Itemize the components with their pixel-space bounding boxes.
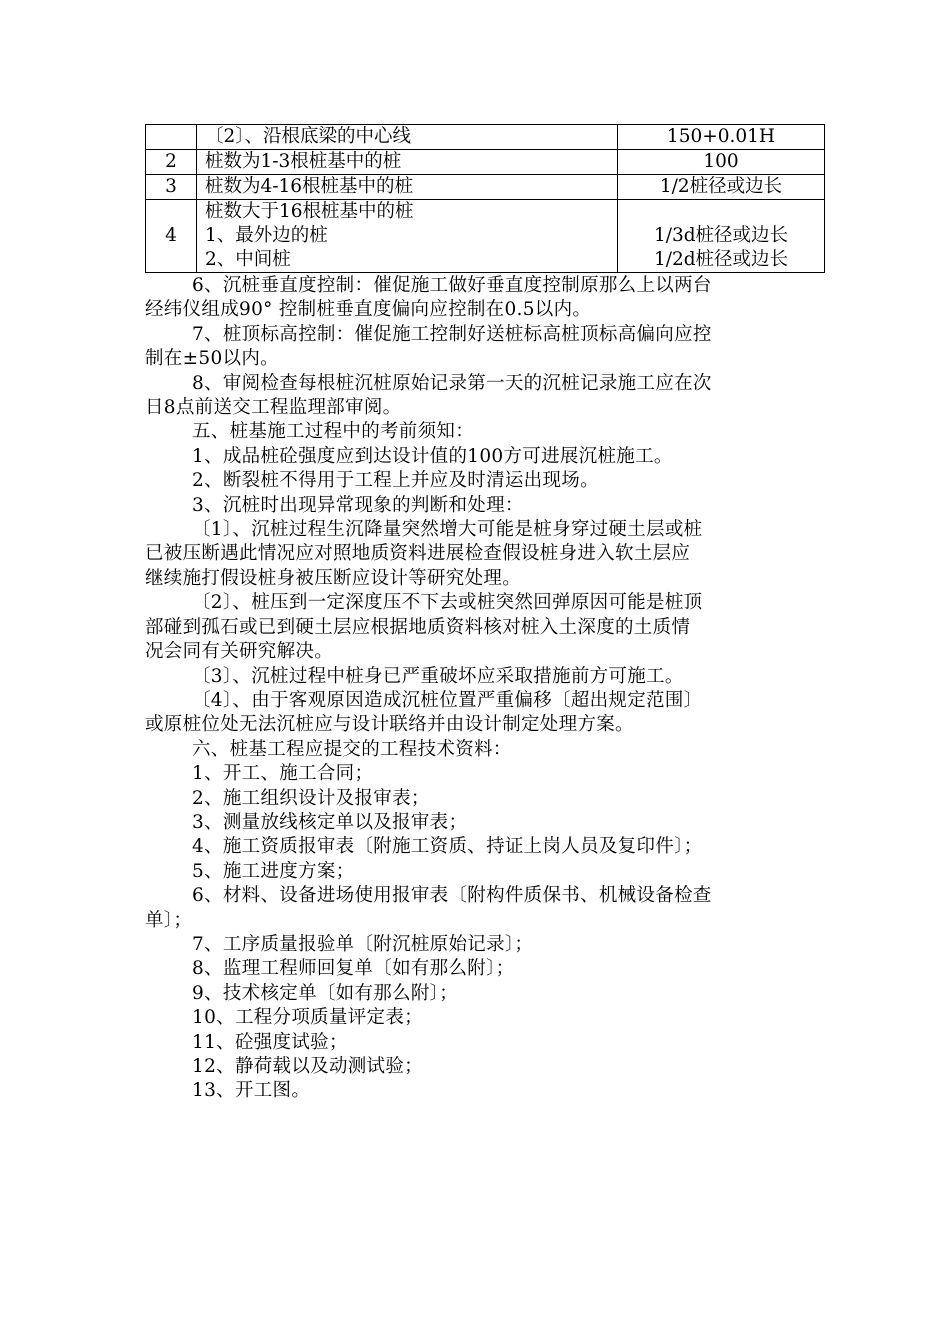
paragraph [145,518,815,591]
paragraph [145,762,815,786]
table-row [146,150,825,175]
paragraph [145,738,815,762]
paragraph [145,860,815,884]
row-number-cell: 4 [146,200,197,273]
paragraph-line: 或原桩位处无法沉桩应与设计联络并由设计制定处理方案。 [145,714,634,736]
row-number-cell: 3 [146,175,197,200]
paragraph [145,274,815,323]
paragraph [145,1031,815,1055]
body-text [145,274,815,1104]
paragraph [145,787,815,811]
item-text: 〔2〕、沿根底梁的中心线 [205,126,412,147]
document-page [145,124,815,1104]
table-row [146,125,825,150]
deviation-value-text: 1/2桩径或边长 [659,176,783,197]
paragraph-line: 〔1〕、沉桩过程生沉降量突然增大可能是桩身穿过硬土层或桩 [192,519,703,541]
paragraph-line: 制在±50以内。 [145,348,279,370]
paragraph [145,1055,815,1079]
paragraph-line: 1、开工、施工合同； [192,763,374,785]
paragraph [145,1079,815,1103]
paragraph-line: 5、施工进度方案； [192,860,355,882]
deviation-value-text: 1/3d桩径或边长 [653,225,789,246]
pile-deviation-table [145,124,825,273]
item-text: 桩数为1-3根桩基中的桩 [205,151,402,172]
paragraph-line: 〔3〕、沉桩过程中桩身已严重破坏应采取措施前方可施工。 [192,665,684,687]
paragraph-line: 经纬仪组成90° 控制桩垂直度偏向应控制在0.5以内。 [145,299,592,321]
paragraph-line: 2、施工组织设计及报审表； [192,787,430,809]
paragraph-line: 〔2〕、桩压到一定深度压不下去或桩突然回弹原因可能是桩顶 [192,592,703,614]
deviation-value-cell [618,175,825,200]
paragraph [145,811,815,835]
paragraph-line: 部碰到孤石或已到硬土层应根据地质资料核对桩入土深度的土质情 [145,616,691,638]
paragraph-line: 日8点前送交工程监理部审阅。 [145,397,402,419]
item-text: 桩数大于16根桩基中的桩 [205,201,414,222]
paragraph [145,957,815,981]
paragraph-line: 单〕； [145,909,193,931]
paragraph-line: 10、工程分项质量评定表； [192,1007,423,1029]
paragraph [145,665,815,689]
paragraph [145,420,815,444]
paragraph-line: 继续施打假设桩身被压断应设计等研究处理。 [145,567,522,589]
paragraph [145,689,815,738]
paragraph-line: 11、砼强度试验； [192,1031,348,1053]
paragraph-line: 13、开工图。 [192,1080,311,1102]
paragraph [145,445,815,469]
row-number-cell: 2 [146,150,197,175]
item-cell [197,175,618,200]
paragraph [145,1006,815,1030]
paragraph [145,884,815,933]
paragraph [145,982,815,1006]
table-row [146,175,825,200]
paragraph-line: 六、桩基工程应提交的工程技术资料： [192,738,512,760]
item-text: 1、最外边的桩 [205,225,328,246]
paragraph-line: 4、施工资质报审表〔附施工资质、持证上岗人员及复印件〕； [192,836,703,858]
item-cell [197,150,618,175]
table-body [146,125,825,273]
paragraph [145,933,815,957]
paragraph-line: 3、测量放线核定单以及报审表； [192,811,468,833]
paragraph-line: 1、成品桩砼强度应到达设计值的100方可进展沉桩施工。 [192,445,673,467]
item-cell [197,200,618,273]
paragraph-line: 6、沉桩垂直度控制：催促施工做好垂直度控制原那么上以两台 [192,275,712,296]
table-row [146,200,825,273]
deviation-value-text: 1/2d桩径或边长 [653,249,789,270]
deviation-value-text: 150+0.01H [666,126,776,147]
deviation-value-cell [618,125,825,150]
paragraph-line: 12、静荷载以及动测试验； [192,1056,423,1077]
item-cell [197,125,618,150]
paragraph [145,494,815,518]
paragraph-line: 6、材料、设备进场使用报审表〔附构件质保书、机械设备检查 [192,885,712,907]
paragraph-line: 7、桩顶标高控制：催促施工控制好送桩标高桩顶标高偏向应控 [192,323,712,345]
paragraph-line: 9、技术核定单〔如有那么附〕； [192,982,459,1004]
paragraph-line: 五、桩基施工过程中的考前须知： [192,421,475,443]
paragraph [145,591,815,664]
paragraph-line: 2、断裂桩不得用于工程上并应及时清运出现场。 [192,470,599,492]
paragraph-line: 3、沉桩时出现异常现象的判断和处理： [192,494,524,516]
item-text: 2、中间桩 [205,249,291,270]
deviation-value-text [618,200,824,224]
paragraph [145,469,815,493]
row-number-cell [146,125,197,150]
paragraph-line: 7、工序质量报验单〔附沉桩原始记录〕； [192,933,534,955]
deviation-value-cell [618,150,825,175]
deviation-value-cell [618,200,825,273]
paragraph-line: 〔4〕、由于客观原因造成沉桩位置严重偏移〔超出规定范围〕 [192,689,703,711]
item-text: 桩数为4-16根桩基中的桩 [205,176,414,197]
paragraph-line: 况会同有关研究解决。 [145,641,334,663]
paragraph-line: 已被压断遇此情况应对照地质资料进展检查假设桩身进入软土层应 [145,543,691,565]
deviation-value-text: 100 [703,151,739,172]
paragraph-line: 8、监理工程师回复单〔如有那么附〕； [192,958,515,980]
paragraph [145,835,815,859]
paragraph-line: 8、审阅检查每根桩沉桩原始记录第一天的沉桩记录施工应在次 [192,372,712,394]
paragraph [145,372,815,421]
paragraph [145,323,815,372]
